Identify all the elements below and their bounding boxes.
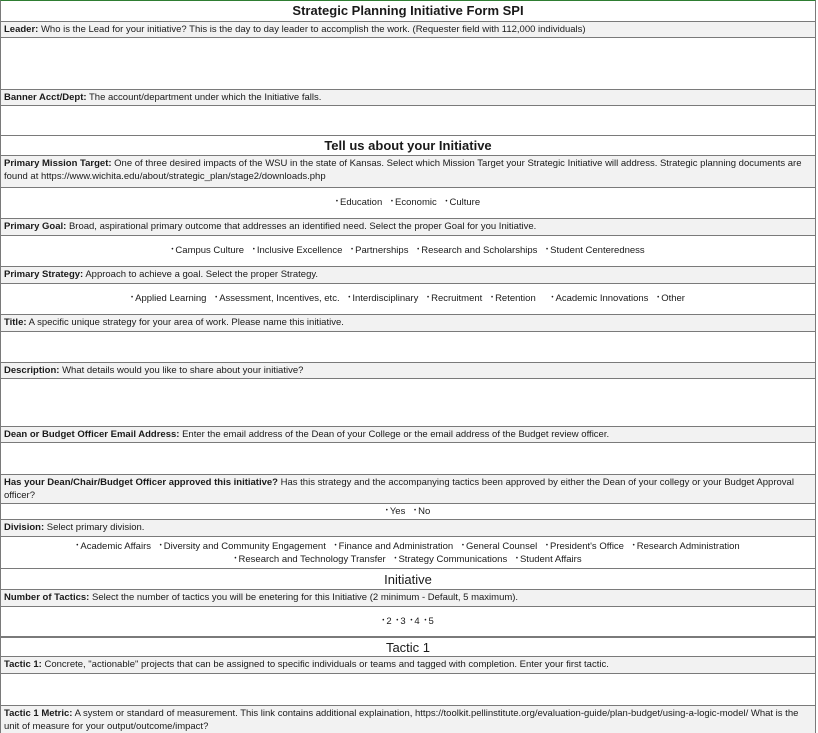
email-input[interactable] [1, 443, 815, 475]
option-applied-learning[interactable]: • Applied Learning [131, 292, 206, 305]
option-2-tactics[interactable]: • 2 [382, 615, 391, 628]
strategy-help: Approach to achieve a goal. Select the proper Strategy. [83, 269, 319, 280]
leader-input[interactable] [1, 38, 815, 90]
option-culture[interactable]: • Culture [445, 196, 480, 209]
division-label-row [1, 520, 815, 537]
option-research-scholarships[interactable]: • Research and Scholarships [417, 244, 537, 257]
division-label: Division: [4, 522, 45, 533]
option-interdisciplinary[interactable]: • Interdisciplinary [348, 292, 418, 305]
goal-label-row [1, 219, 815, 236]
description-input[interactable] [1, 379, 815, 427]
option-other[interactable]: • Other [657, 292, 685, 305]
option-diversity-community[interactable]: • Diversity and Community Engagement [160, 540, 326, 553]
banner-label-row [1, 90, 815, 106]
division-options-line-1 [1, 540, 815, 553]
email-label-row [1, 427, 815, 443]
title-help: A specific unique strategy for your area of work. Please name this initiative. [26, 317, 344, 328]
option-inclusive-excellence[interactable]: • Inclusive Excellence [253, 244, 343, 257]
tactic1-metric-label: Tactic 1 Metric: [4, 708, 73, 719]
option-research-technology-transfer[interactable]: • Research and Technology Transfer [234, 553, 385, 566]
option-presidents-office[interactable]: • President's Office [546, 540, 624, 553]
approval-label-row [1, 475, 815, 504]
option-assessment[interactable]: • Assessment, Incentives, etc. [215, 292, 340, 305]
title-input[interactable] [1, 332, 815, 363]
option-academic-innovations[interactable]: • Academic Innovations [551, 292, 648, 305]
mission-options [1, 188, 815, 219]
division-options-line-2 [1, 553, 815, 566]
option-education[interactable]: • Education [336, 196, 382, 209]
title-label-row [1, 315, 815, 332]
option-retention[interactable]: • Retention [491, 292, 536, 305]
title-label: Title: [4, 317, 27, 328]
tactic1-label-row [1, 657, 815, 674]
section-initiative: Initiative [1, 569, 815, 590]
banner-help: The account/department under which the Initiative falls. [86, 92, 322, 103]
tactic1-metric-help: A system or standard of measurement. This link contains additional explaination, https://toolkit.pellinstitute.org/evaluation-guide/plan-budget/using-a-logic-model/ What is the unit of measure for your output/outcome/impact? [4, 708, 799, 732]
option-student-affairs[interactable]: • Student Affairs [516, 553, 582, 566]
form-title: Strategic Planning Initiative Form SPI [1, 1, 815, 22]
tactics-count-label-row [1, 590, 815, 607]
tactic1-metric-label-row [1, 706, 815, 733]
goal-options [1, 236, 815, 267]
strategy-label: Primary Strategy: [4, 269, 84, 280]
email-help: Enter the email address of the Dean of your College or the email address of the Budget review officer. [179, 429, 610, 440]
section-initiative-heading: Tell us about your Initiative [1, 136, 815, 156]
description-help: What details would you like to share about your initiative? [59, 365, 304, 376]
banner-label: Banner Acct/Dept: [4, 92, 87, 103]
option-4-tactics[interactable]: • 4 [410, 615, 419, 628]
goal-help: Broad, aspirational primary outcome that addresses an identified need. Select the proper Goal for you Initiative. [66, 221, 537, 232]
option-recruitment[interactable]: • Recruitment [427, 292, 482, 305]
tactics-count-help: Select the number of tactics you will be enetering for this Initiative (2 minimum - Default, 5 maximum). [89, 592, 519, 603]
strategy-options [1, 284, 815, 315]
tactic1-label: Tactic 1: [4, 659, 42, 670]
division-options [1, 537, 815, 569]
mission-help: One of three desired impacts of the WSU in the state of Kansas. Select which Mission Target your Strategic Initiative will address. Strategic planning documents are found at https://www.wichita.edu/about/strategic_plan/stage2/downloads.php [4, 158, 802, 182]
approval-help: Has this strategy and the accompanying tactics been approved by either the Dean of your collegy or your Budget Approval officer? [4, 477, 794, 501]
option-partnerships[interactable]: • Partnerships [351, 244, 408, 257]
division-help: Select primary division. [44, 522, 145, 533]
option-5-tactics[interactable]: • 5 [424, 615, 433, 628]
tactic1-help: Concrete, "actionable" projects that can be assigned to specific individuals or teams and tagged with completion. Enter your first tactic. [41, 659, 609, 670]
option-student-centeredness[interactable]: • Student Centeredness [546, 244, 645, 257]
option-campus-culture[interactable]: • Campus Culture [171, 244, 244, 257]
tactics-count-options [1, 607, 815, 637]
tactic1-input[interactable] [1, 674, 815, 706]
leader-label-row [1, 22, 815, 38]
approval-options [1, 504, 815, 520]
leader-label: Leader: [4, 24, 39, 35]
option-general-counsel[interactable]: • General Counsel [462, 540, 537, 553]
option-no[interactable]: • No [414, 505, 430, 518]
option-academic-affairs[interactable]: • Academic Affairs [76, 540, 151, 553]
approval-label: Has your Dean/Chair/Budget Officer approved this initiative? [4, 477, 278, 488]
strategy-label-row [1, 267, 815, 284]
tactics-count-label: Number of Tactics: [4, 592, 90, 603]
option-economic[interactable]: • Economic [391, 196, 437, 209]
option-3-tactics[interactable]: • 3 [396, 615, 405, 628]
banner-input[interactable] [1, 106, 815, 136]
option-research-administration[interactable]: • Research Administration [633, 540, 740, 553]
option-yes[interactable]: • Yes [386, 505, 406, 518]
mission-label-row [1, 156, 815, 188]
option-strategy-communications[interactable]: • Strategy Communications [394, 553, 507, 566]
mission-label: Primary Mission Target: [4, 158, 112, 169]
description-label-row [1, 363, 815, 379]
section-tactic-1: Tactic 1 [1, 637, 815, 657]
leader-help: Who is the Lead for your initiative? This is the day to day leader to accomplish the work. (Requester field with 112,000 individuals) [38, 24, 586, 35]
description-label: Description: [4, 365, 60, 376]
goal-label: Primary Goal: [4, 221, 67, 232]
email-label: Dean or Budget Officer Email Address: [4, 429, 180, 440]
option-finance-administration[interactable]: • Finance and Administration [334, 540, 453, 553]
